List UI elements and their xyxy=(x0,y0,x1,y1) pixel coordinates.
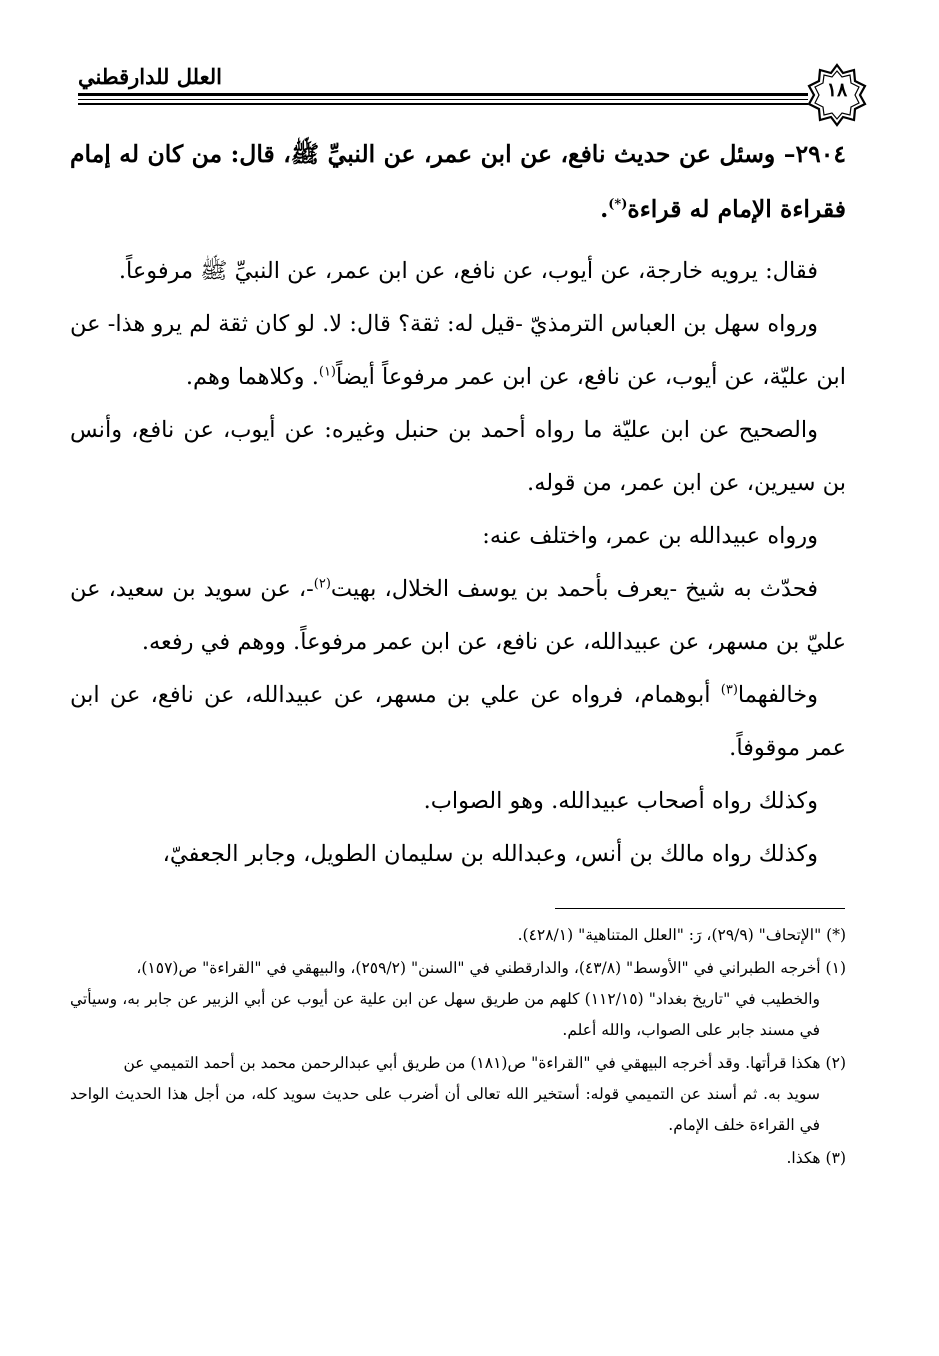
running-title: العلل للدارقطني xyxy=(78,64,222,89)
footnote-separator xyxy=(555,908,845,909)
page-number: ١٨ xyxy=(826,79,848,101)
header-rule xyxy=(78,103,808,105)
paragraph: وكذلك رواه مالك بن أنس، وعبدالله بن سليمان الطويل، وجابر الجعفيّ، xyxy=(162,841,818,867)
footnote: (٢) هكذا قرأتها. وقد أخرجه البيهقي في "القراءة" ص(١٨١) من طريق أبي عبدالرحمن محمد بن أحمد التميمي عن سويد به. ثم أسند عن التميمي قوله: أستخير الله تعالى أن أضرب على حديث سويد كله، من أجل هذا الحديث الواحد في القراءة خلف الإمام. xyxy=(70,1054,846,1134)
paragraph: والصحيح عن ابن عليّة ما رواه أحمد بن حنبل وغيره: عن أيوب، عن نافع، وأنس بن سيرين، عن ابن عمر، من قوله. xyxy=(70,417,846,496)
paragraph: فحدّث به شيخ -يعرف بأحمد بن يوسف الخلال، بهيت$^{(٢)}$-، عن سويد بن سعيد، عن عليّ بن مسهر، عن عبيدالله، عن نافع، عن ابن عمر مرفوعاً. ووهم في رفعه. xyxy=(70,576,846,655)
footnotes xyxy=(70,920,846,1176)
paragraph: فقال: يرويه خارجة، عن أيوب، عن نافع، عن ابن عمر، عن النبيِّ ﷺ مرفوعاً. xyxy=(118,258,818,284)
footnote: (٣) هكذا. xyxy=(786,1149,846,1167)
paragraph: ورواه سهل بن العباس الترمذيّ -قيل له: ثقة؟ قال: لا. لو كان ثقة لم يرو هذا- عن ابن عليّة، عن أيوب، عن نافع، عن ابن عمر مرفوعاً أيضاً$^{(١)}$. وكلاهما وهم. xyxy=(70,311,846,390)
footnote-marker: (١) xyxy=(318,364,336,380)
paragraph: ورواه عبيدالله بن عمر، واختلف عنه: xyxy=(482,523,818,549)
paragraph: وخالفهما$^{(٣)}$ أبوهمام، فرواه عن علي بن مسهر، عن عبيدالله، عن نافع، عن ابن عمر موقوفاً. xyxy=(70,682,846,761)
header-rule xyxy=(78,93,808,96)
main-text xyxy=(70,127,846,881)
footnote: (*) "الإتحاف" (٢٩/٩)، رَ: "العلل المتناهية" (٤٢٨/١). xyxy=(517,926,846,944)
footnote-marker: (٣) xyxy=(720,682,738,698)
footnote: (١) أخرجه الطبراني في "الأوسط" (٤٣/٨)، والدارقطني في "السنن" (٢٥٩/٢)، والبيهقي في "القراءة" ص(١٥٧)، والخطيب في "تاريخ بغداد" (١١٢/١٥) كلهم من طريق سهل عن ابن علية عن أيوب عن أبي الزبير عن جابر به، وسيأتي في مسند جابر على الصواب، والله أعلم. xyxy=(70,959,846,1039)
footnote-marker: (*) xyxy=(608,197,628,213)
question-heading: ٢٩٠٤– وسئل عن حديث نافع، عن ابن عمر، عن النبيِّ ﷺ، قال: من كان له إمام فقراءة الإمام له قراءة(*). xyxy=(70,140,846,223)
page-header xyxy=(70,52,870,124)
footnote-marker: (٢) xyxy=(313,576,331,592)
header-rule xyxy=(78,99,808,100)
paragraph: وكذلك رواه أصحاب عبيدالله. وهو الصواب. xyxy=(423,788,818,814)
